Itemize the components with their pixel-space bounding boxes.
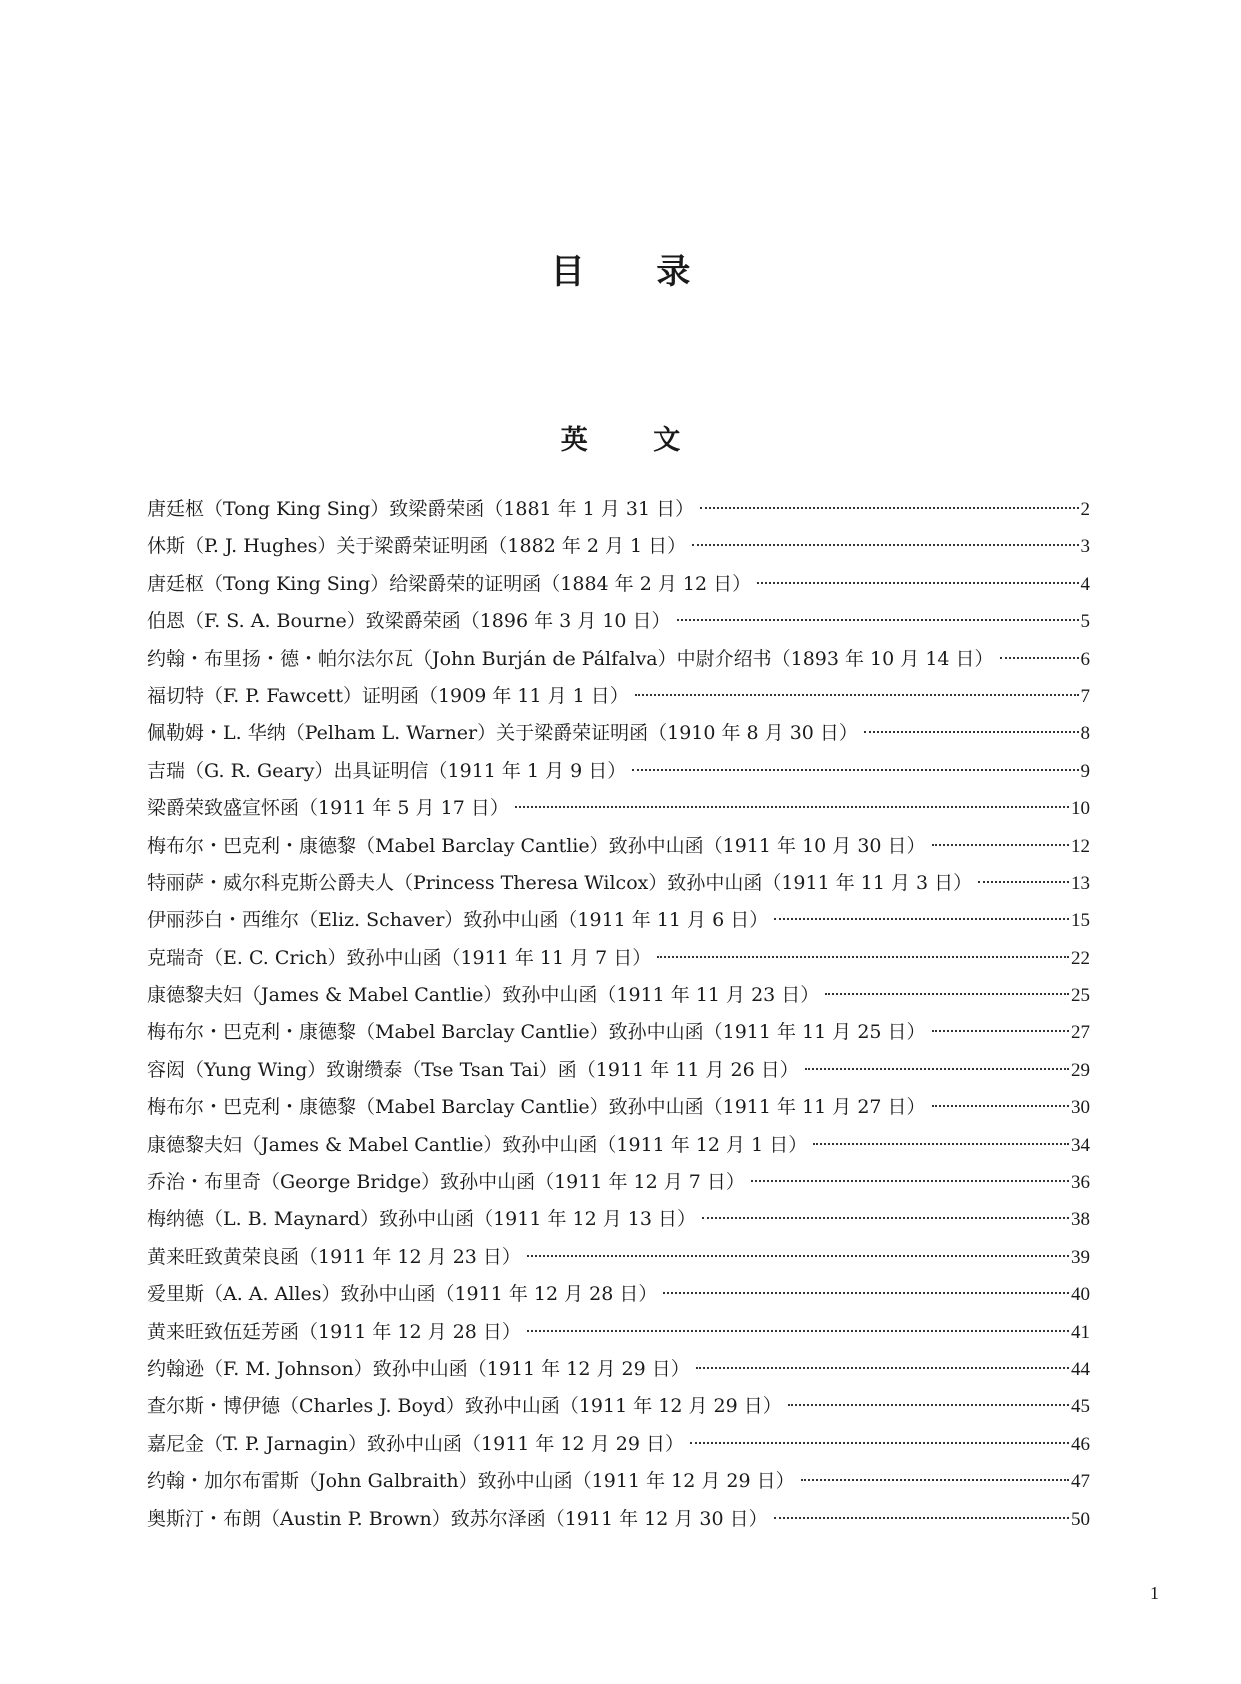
toc-entry-title: 梅布尔・巴克利・康德黎（Mabel Barclay Cantlie）致孙中山函（1911 年 10 月 30 日） [147,834,926,857]
toc-entry-page: 2 [1080,499,1090,520]
toc-entry-title: 梅布尔・巴克利・康德黎（Mabel Barclay Cantlie）致孙中山函（1911 年 11 月 25 日） [147,1021,926,1044]
toc-entry-title: 奥斯汀・布朗（Austin P. Brown）致苏尔泽函（1911 年 12 月 30 日） [147,1507,768,1530]
toc-entry[interactable] [147,1089,1090,1126]
dot-leader [978,881,1069,883]
toc-entry-page: 45 [1071,1396,1090,1418]
toc-entry-page: 39 [1071,1246,1090,1268]
toc-entry[interactable] [147,1351,1090,1388]
dot-leader [657,956,1069,958]
toc-entry-page: 36 [1071,1172,1090,1194]
dot-leader [864,731,1079,733]
dot-leader [805,1068,1069,1070]
toc-entry-page: 22 [1071,947,1090,969]
dot-leader [801,1479,1069,1481]
page-title: 目 录 [550,252,721,292]
dot-leader [813,1143,1069,1145]
toc-entry[interactable] [147,491,1090,528]
dot-leader [696,1367,1069,1369]
toc-entry-title: 克瑞奇（E. C. Crich）致孙中山函（1911 年 11 月 7 日） [147,946,652,969]
toc-entry-page: 5 [1080,611,1090,633]
toc-entry[interactable] [147,1501,1090,1538]
toc-entry[interactable] [147,1127,1090,1164]
toc-entry-page: 46 [1071,1433,1090,1455]
toc-entry[interactable] [147,715,1090,752]
toc-entry-title: 嘉尼金（T. P. Jarnagin）致孙中山函（1911 年 12 月 29 日） [147,1432,684,1455]
toc-entry[interactable] [147,1426,1090,1463]
dot-leader [690,1442,1069,1444]
toc-entry-page: 15 [1071,910,1090,932]
toc-entry-page: 44 [1071,1358,1090,1380]
toc-entry[interactable] [147,902,1090,939]
toc-entry[interactable] [147,1314,1090,1351]
dot-leader [932,1030,1069,1032]
toc-entry-page: 12 [1071,835,1090,857]
toc-entry-title: 伊丽莎白・西维尔（Eliz. Schaver）致孙中山函（1911 年 11 月 6 日） [147,909,769,932]
toc-entry-title: 唐廷枢（Tong King Sing）致梁爵荣函（1881 年 1 月 31 日） [147,498,695,520]
dot-leader [932,1105,1069,1107]
toc-entry[interactable] [147,641,1090,678]
toc-entry-page: 30 [1071,1097,1090,1119]
dot-leader [702,1217,1069,1219]
toc-entry[interactable] [147,1239,1090,1276]
toc-entry-title: 梁爵荣致盛宣怀函（1911 年 5 月 17 日） [147,797,509,820]
toc-entry-page: 3 [1080,536,1090,558]
toc-entry-page: 50 [1071,1508,1090,1530]
toc-entry[interactable] [147,828,1090,865]
toc-entry[interactable] [147,603,1090,640]
toc-entry-title: 容闳（Yung Wing）致谢缵泰（Tse Tsan Tai）函（1911 年 11 月 26 日） [147,1058,799,1081]
dot-leader [774,918,1069,920]
dot-leader [663,1292,1069,1294]
dot-leader [774,1517,1069,1519]
toc-entry-page: 25 [1071,985,1090,1007]
dot-leader [515,806,1069,808]
toc-entry-page: 7 [1080,685,1090,707]
toc-entry-page: 40 [1071,1284,1090,1306]
table-of-contents [147,491,1090,1538]
toc-entry[interactable] [147,566,1090,603]
toc-entry-title: 约翰・布里扬・德・帕尔法尔瓦（John Burján de Pálfalva）中尉介绍书（1893 年 10 月 14 日） [147,647,994,670]
toc-entry-page: 10 [1071,798,1090,820]
toc-entry-title: 梅纳德（L. B. Maynard）致孙中山函（1911 年 12 月 13 日） [147,1208,696,1231]
toc-entry[interactable] [147,678,1090,715]
dot-leader [700,507,1078,509]
toc-entry-title: 康德黎夫妇（James & Mabel Cantlie）致孙中山函（1911 年 11 月 23 日） [147,984,820,1007]
dot-leader [527,1255,1069,1257]
toc-entry[interactable] [147,1052,1090,1089]
toc-entry-page: 34 [1071,1134,1090,1156]
toc-entry-title: 约翰・加尔布雷斯（John Galbraith）致孙中山函（1911 年 12 月 29 日） [147,1470,795,1493]
toc-entry-page: 4 [1080,573,1090,595]
dot-leader [527,1330,1069,1332]
toc-entry[interactable] [147,1388,1090,1425]
dot-leader [825,993,1069,995]
dot-leader [757,582,1078,584]
toc-entry-page: 38 [1071,1209,1090,1231]
toc-entry-page: 8 [1080,723,1090,745]
section-title: 英 文 [560,425,709,456]
toc-entry-title: 爱里斯（A. A. Alles）致孙中山函（1911 年 12 月 28 日） [147,1283,658,1306]
toc-entry[interactable] [147,790,1090,827]
toc-entry-page: 27 [1071,1022,1090,1044]
dot-leader [635,694,1079,696]
toc-entry[interactable] [147,1463,1090,1500]
toc-entry-page: 47 [1071,1471,1090,1493]
toc-entry-page: 41 [1071,1321,1090,1343]
toc-entry-title: 佩勒姆・L. 华纳（Pelham L. Warner）关于梁爵荣证明函（1910 年 8 月 30 日） [147,722,858,745]
toc-entry-title: 休斯（P. J. Hughes）关于梁爵荣证明函（1882 年 2 月 1 日） [147,535,687,558]
dot-leader [677,619,1079,621]
toc-entry[interactable] [147,1014,1090,1051]
toc-entry-title: 约翰逊（F. M. Johnson）致孙中山函（1911 年 12 月 29 日） [147,1357,690,1380]
dot-leader [692,544,1078,546]
dot-leader [632,769,1078,771]
toc-entry[interactable] [147,1276,1090,1313]
toc-entry[interactable] [147,940,1090,977]
toc-entry-page: 6 [1080,648,1090,670]
toc-entry-title: 黄来旺致黄荣良函（1911 年 12 月 23 日） [147,1245,521,1268]
toc-entry-title: 康德黎夫妇（James & Mabel Cantlie）致孙中山函（1911 年 12 月 1 日） [147,1133,808,1156]
toc-entry-page: 13 [1071,872,1090,894]
dot-leader [788,1404,1069,1406]
dot-leader [932,844,1069,846]
toc-entry[interactable] [147,1164,1090,1201]
toc-entry-title: 梅布尔・巴克利・康德黎（Mabel Barclay Cantlie）致孙中山函（1911 年 11 月 27 日） [147,1096,926,1119]
toc-entry[interactable] [147,1201,1090,1238]
toc-entry-title: 伯恩（F. S. A. Bourne）致梁爵荣函（1896 年 3 月 10 日） [147,610,671,633]
toc-entry-title: 特丽萨・威尔科克斯公爵夫人（Princess Theresa Wilcox）致孙中山函（1911 年 11 月 3 日） [147,871,973,894]
toc-entry-page: 9 [1080,760,1090,782]
dot-leader [1000,657,1079,659]
toc-entry-title: 福切特（F. P. Fawcett）证明函（1909 年 11 月 1 日） [147,684,629,707]
dot-leader [751,1180,1069,1182]
toc-entry[interactable] [147,753,1090,790]
toc-entry[interactable] [147,528,1090,565]
toc-entry[interactable] [147,865,1090,902]
toc-entry-title: 乔治・布里奇（George Bridge）致孙中山函（1911 年 12 月 7 日） [147,1171,745,1194]
toc-entry-title: 吉瑞（G. R. Geary）出具证明信（1911 年 1 月 9 日） [147,759,627,782]
toc-entry-title: 唐廷枢（Tong King Sing）给梁爵荣的证明函（1884 年 2 月 12 日） [147,572,752,595]
toc-entry-page: 29 [1071,1059,1090,1081]
toc-entry-title: 黄来旺致伍廷芳函（1911 年 12 月 28 日） [147,1320,521,1343]
toc-entry[interactable] [147,977,1090,1014]
page-number: 1 [1150,1583,1159,1603]
toc-entry-title: 查尔斯・博伊德（Charles J. Boyd）致孙中山函（1911 年 12 月 29 日） [147,1395,782,1418]
